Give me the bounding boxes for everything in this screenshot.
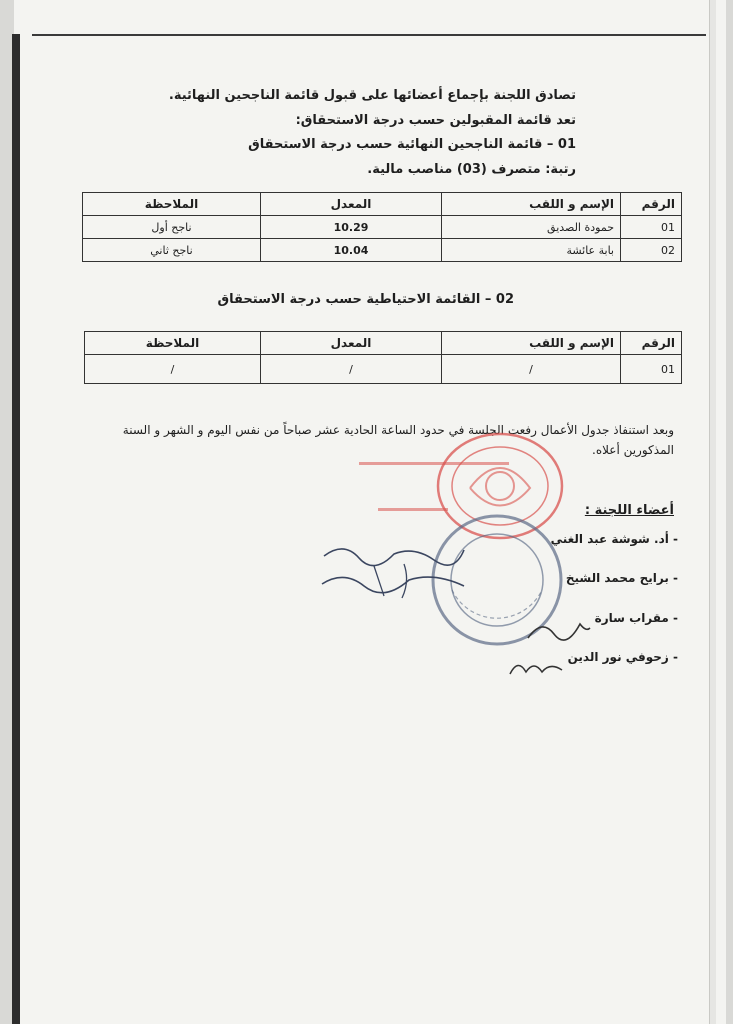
table-header-row [83,193,682,216]
col-note-header: الملاحظة [85,332,261,355]
table-row [85,355,682,384]
table-header-row [85,332,682,355]
handwritten-signature [506,654,566,684]
handwritten-signature [314,536,474,606]
row-name: حمودة الصديق [442,216,621,239]
row-average: 10.04 [261,239,442,262]
col-number-header: الرقم [621,332,682,355]
binder-edge [12,34,20,1024]
members-title: أعضاء اللجنة : [584,503,674,518]
page-fold-edge [709,0,716,1024]
final-list-title: 01 – قائمة الناجحين النهائية حسب درجة الاستحقاق [248,137,576,152]
closing-paragraph: وبعد استنفاذ جدول الأعمال رفعت الجلسة في حدود الساعة الحادية عشر صباحاً من نفس اليوم و الشهر و السنة المذكورين أعلاه. [122,423,674,457]
reserve-list-title: 02 – القائمة الاحتياطية حسب درجة الاستحقاق [217,292,514,307]
row-number: 01 [621,355,682,384]
row-note: ناجح ثاني [83,239,261,262]
member-name: - زحوفي نور الدين [567,650,678,664]
red-stamp-line [359,462,509,465]
page-top-border [32,34,706,36]
col-average-header: المعدل [261,332,442,355]
final-results-table [82,192,682,262]
row-average: 10.29 [261,216,442,239]
col-number-header: الرقم [621,193,682,216]
row-note: ناجح أول [83,216,261,239]
row-number: 01 [621,216,682,239]
document-page [14,0,726,1024]
approval-statement: تصادق اللجنة بإجماع أعضائها على قبول قائمة الناجحين النهائية. [168,88,576,103]
reserve-table [84,331,682,384]
col-note-header: الملاحظة [83,193,261,216]
member-name: - مقراب سارة [594,611,678,625]
member-name: - أد. شوشة عبد الغني [550,532,678,546]
col-name-header: الإسم و اللقب [442,193,621,216]
row-average: / [261,355,442,384]
handwritten-signature [524,612,594,648]
member-name: - برايح محمد الشيخ [565,571,678,585]
col-name-header: الإسم و اللقب [442,332,621,355]
row-number: 02 [621,239,682,262]
grade-positions: رتبة: متصرف (03) مناصب مالية. [367,162,576,177]
row-note: / [85,355,261,384]
col-average-header: المعدل [261,193,442,216]
table-row [83,216,682,239]
ranking-intro: تعد قائمة المقبولين حسب درجة الاستحقاق: [295,113,576,128]
table-row [83,239,682,262]
row-name: / [442,355,621,384]
row-name: بابة عائشة [442,239,621,262]
